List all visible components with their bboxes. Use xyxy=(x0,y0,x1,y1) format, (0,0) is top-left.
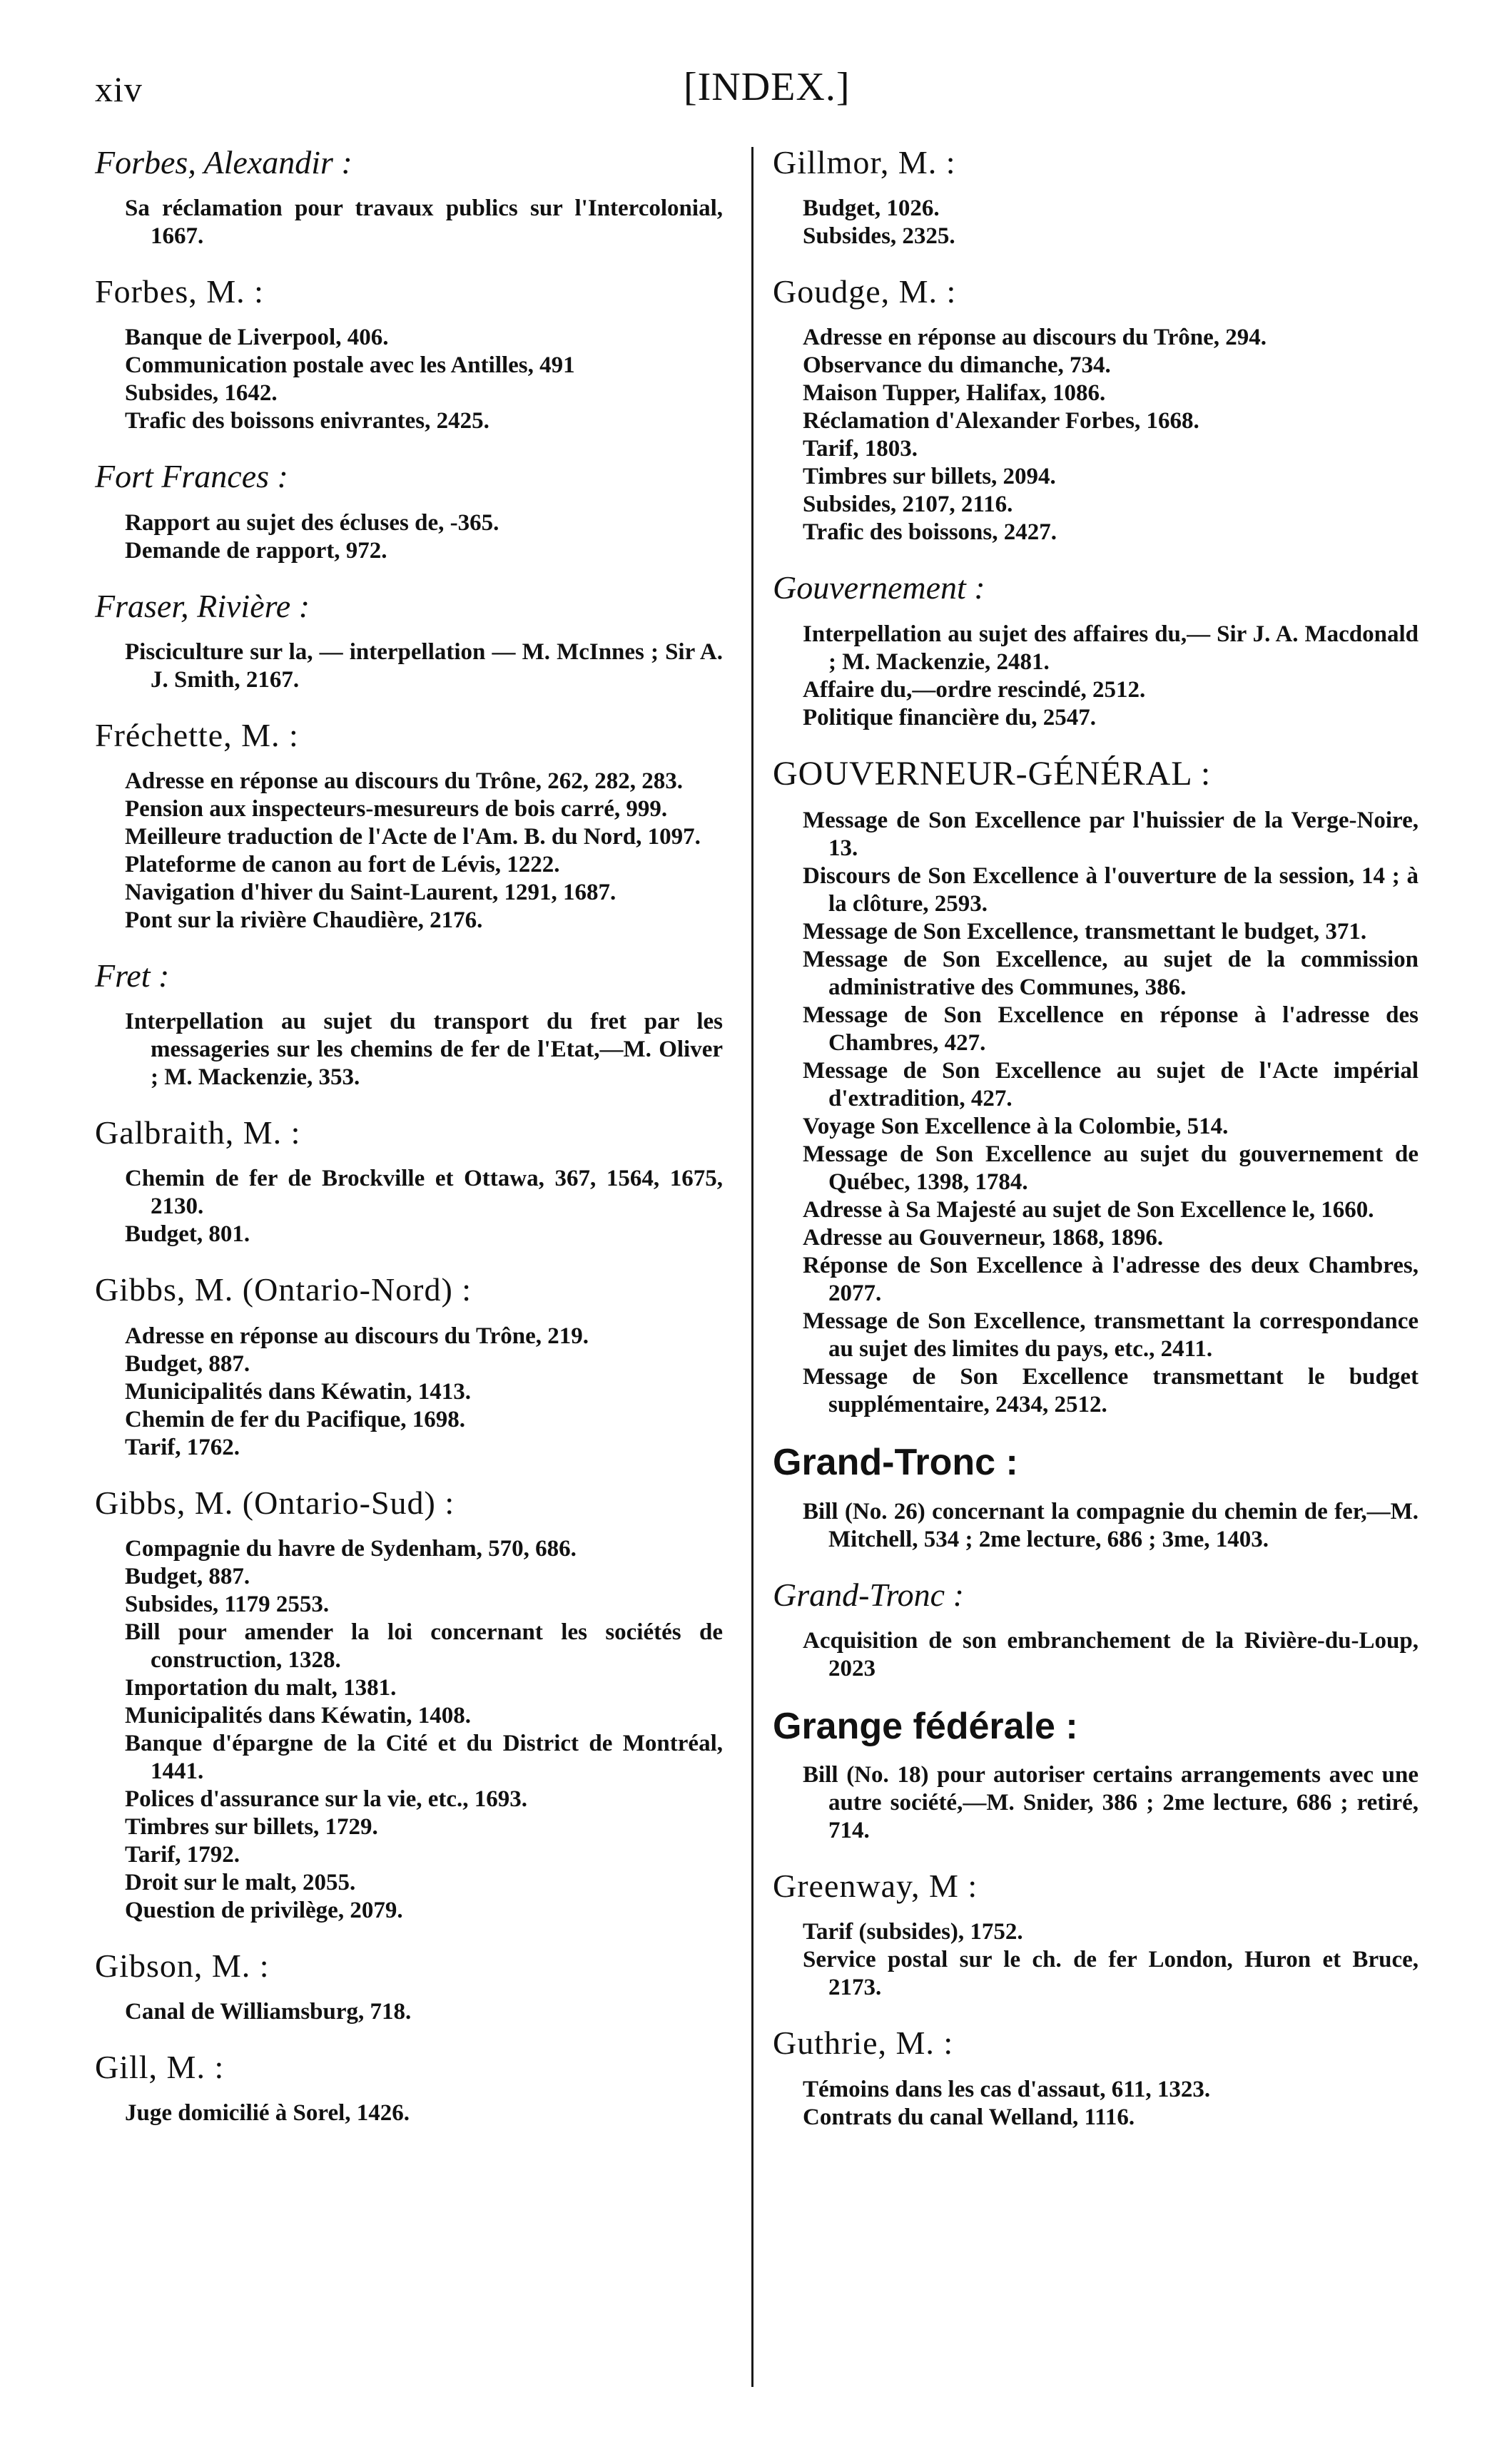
entry-item: Subsides, 2107, 2116. xyxy=(803,492,1013,518)
page-title: [INDEX.] xyxy=(684,65,851,109)
entry-item: Budget, 801. xyxy=(125,1221,250,1248)
entry-items xyxy=(95,1323,723,1462)
entry-item: Message de Son Excellence par l'huissier de la Verge-Noire, 13. xyxy=(803,808,1419,862)
entry-items xyxy=(95,1008,723,1091)
entry-heading: Goudge, M. : xyxy=(773,273,957,310)
entry-item: Municipalités dans Kéwatin, 1408. xyxy=(125,1702,471,1729)
entry-items xyxy=(773,195,1419,250)
entry-heading: Fréchette, M. : xyxy=(95,716,299,753)
index-entry xyxy=(773,1866,1419,2002)
entry-item: Timbres sur billets, 1729. xyxy=(125,1813,378,1840)
entry-item: Chemin de fer de Brockville et Ottawa, 367, 1564, 1675, 2130. xyxy=(125,1166,723,1220)
index-entry xyxy=(95,716,723,935)
entry-item: Banque d'épargne de la Cité et du District de Montréal, 1441. xyxy=(125,1730,723,1784)
entry-items xyxy=(773,1761,1419,1845)
page-number: xiv xyxy=(95,69,143,109)
entry-items xyxy=(95,2099,723,2127)
entry-item: Adresse au Gouverneur, 1868, 1896. xyxy=(803,1225,1164,1251)
entry-item: Bill (No. 18) pour autoriser certains arrangements avec une autre société,—M. Snider, 386 ; 2me lecture, 686 ; retiré, 714. xyxy=(803,1762,1419,1844)
entry-item: Demande de rapport, 972. xyxy=(125,537,387,564)
entry-item: Message de Son Excellence, au sujet de la commission administrative des Communes, 386. xyxy=(803,947,1419,1001)
entry-item: Discours de Son Excellence à l'ouverture de la session, 14 ; à la clôture, 2593. xyxy=(803,863,1419,917)
entry-heading: Fort Frances : xyxy=(95,458,288,495)
entry-item: Droit sur le malt, 2055. xyxy=(125,1869,356,1895)
entry-item: Interpellation au sujet des affaires du,— Sir J. A. Macdonald ; M. Mackenzie, 2481. xyxy=(803,621,1419,675)
right-column xyxy=(773,143,1419,2153)
entry-item: Politique financière du, 2547. xyxy=(803,704,1096,730)
entry-item: Polices d'assurance sur la vie, etc., 1693. xyxy=(125,1786,527,1812)
entry-item: Bill pour amender la loi concernant les sociétés de construction, 1328. xyxy=(125,1619,723,1673)
index-entry xyxy=(773,2023,1419,2131)
entry-item: Subsides, 1179 2553. xyxy=(125,1591,330,1617)
entry-items xyxy=(95,1165,723,1248)
entry-heading: Grange fédérale : xyxy=(773,1705,1078,1747)
index-entry xyxy=(95,272,723,435)
entry-item: Message de Son Excellence en réponse à l'adresse des Chambres, 427. xyxy=(803,1002,1419,1057)
entry-heading: Grand-Tronc : xyxy=(773,1442,1018,1484)
entry-heading: Gill, M. : xyxy=(95,2048,225,2085)
entry-item: Interpellation au sujet du transport du fret par les messageries sur les chemins de fer de l'Etat,—M. Oliver ; M. Mackenzie, 353. xyxy=(125,1009,723,1091)
entry-item: Message de Son Excellence, transmettant la correspondance au sujet des limites du pays, etc., 2411. xyxy=(803,1308,1419,1363)
entry-item: Contrats du canal Welland, 1116. xyxy=(803,2104,1135,2130)
entry-item: Adresse en réponse au discours du Trône, 294. xyxy=(803,325,1267,351)
entry-item: Communication postale avec les Antilles, 491 xyxy=(125,352,575,379)
entry-item: Bill (No. 26) concernant la compagnie du chemin de fer,—M. Mitchell, 534 ; 2me lecture, 686 ; 3me, 1403. xyxy=(803,1498,1419,1552)
entry-heading: Greenway, M : xyxy=(773,1868,978,1905)
index-entry xyxy=(773,1575,1419,1683)
entry-item: Importation du malt, 1381. xyxy=(125,1674,397,1701)
entry-heading: Galbraith, M. : xyxy=(95,1114,301,1151)
entry-item: Message de Son Excellence, transmettant le budget, 371. xyxy=(803,919,1367,945)
entry-heading: Fret : xyxy=(95,957,170,994)
entry-heading: Gillmor, M. : xyxy=(773,144,956,180)
index-entry xyxy=(773,568,1419,731)
index-entry xyxy=(773,272,1419,546)
entry-item: Subsides, 2325. xyxy=(803,223,955,250)
index-entry xyxy=(773,753,1419,1420)
entry-item: Adresse à Sa Majesté au sujet de Son Excellence le, 1660. xyxy=(803,1197,1374,1223)
entry-item: Timbres sur billets, 2094. xyxy=(803,464,1056,490)
entry-item: Tarif, 1792. xyxy=(125,1841,240,1868)
entry-heading: Gibson, M. : xyxy=(95,1947,270,1984)
entry-item: Message de Son Excellence transmettant le budget supplémentaire, 2434, 2512. xyxy=(803,1364,1419,1418)
entry-item: Adresse en réponse au discours du Trône, 219. xyxy=(125,1323,589,1349)
entry-item: Banque de Liverpool, 406. xyxy=(125,325,389,351)
entry-heading: Fraser, Rivière : xyxy=(95,587,310,624)
index-entry xyxy=(95,457,723,564)
entry-item: Plateforme de canon au fort de Lévis, 1222. xyxy=(125,851,560,877)
entry-item: Question de privilège, 2079. xyxy=(125,1897,403,1923)
entry-item: Canal de Williamsburg, 718. xyxy=(125,1998,412,2025)
entry-item: Réponse de Son Excellence à l'adresse des deux Chambres, 2077. xyxy=(803,1253,1419,1307)
entry-item: Municipalités dans Kéwatin, 1413. xyxy=(125,1378,471,1405)
entry-items xyxy=(95,195,723,250)
entry-item: Acquisition de son embranchement de la Rivière-du-Loup, 2023 xyxy=(803,1627,1419,1681)
entry-item: Sa réclamation pour travaux publics sur l'Intercolonial, 1667. xyxy=(125,195,723,250)
entry-items xyxy=(773,1498,1419,1554)
entry-items xyxy=(95,638,723,694)
entry-item: Réclamation d'Alexander Forbes, 1668. xyxy=(803,408,1199,434)
entry-item: Pension aux inspecteurs-mesureurs de bois carré, 999. xyxy=(125,795,668,822)
entry-item: Juge domicilié à Sorel, 1426. xyxy=(125,2100,410,2127)
index-entry xyxy=(773,1704,1419,1845)
entry-item: Compagnie du havre de Sydenham, 570, 686. xyxy=(125,1535,577,1562)
entry-heading: Grand-Tronc : xyxy=(773,1576,964,1613)
entry-items xyxy=(95,1998,723,2026)
entry-item: Voyage Son Excellence à la Colombie, 514. xyxy=(803,1114,1229,1140)
index-entry xyxy=(95,2047,723,2127)
entry-item: Budget, 887. xyxy=(125,1563,250,1589)
index-entry xyxy=(773,1440,1419,1553)
entry-heading: Guthrie, M. : xyxy=(773,2025,954,2062)
entry-heading: Gibbs, M. (Ontario-Sud) : xyxy=(95,1484,455,1521)
entry-item: Navigation d'hiver du Saint-Laurent, 1291, 1687. xyxy=(125,879,616,905)
index-entry xyxy=(95,143,723,250)
entry-items xyxy=(773,807,1419,1419)
entry-item: Chemin de fer du Pacifique, 1698. xyxy=(125,1406,465,1432)
entry-item: Pisciculture sur la, — interpellation — M. McInnes ; Sir A. J. Smith, 2167. xyxy=(125,638,723,693)
entry-items xyxy=(773,621,1419,732)
entry-items xyxy=(773,1918,1419,2002)
index-entry xyxy=(773,143,1419,250)
entry-item: Tarif, 1762. xyxy=(125,1434,240,1460)
entry-items xyxy=(95,768,723,935)
entry-item: Tarif (subsides), 1752. xyxy=(803,1919,1023,1945)
entry-items xyxy=(95,1535,723,1925)
entry-items xyxy=(95,324,723,435)
entry-item: Rapport au sujet des écluses de, -365. xyxy=(125,509,499,536)
index-entry xyxy=(95,956,723,1091)
entry-item: Observance du dimanche, 734. xyxy=(803,352,1111,379)
entry-item: Trafic des boissons enivrantes, 2425. xyxy=(125,408,489,434)
column-divider xyxy=(751,147,753,2387)
entry-item: Tarif, 1803. xyxy=(803,436,918,462)
entry-heading: Gibbs, M. (Ontario-Nord) : xyxy=(95,1271,472,1308)
index-entry xyxy=(95,1113,723,1248)
index-entry xyxy=(95,1946,723,2026)
entry-items xyxy=(773,2076,1419,2132)
entry-heading: Gouvernement : xyxy=(773,569,985,606)
entry-item: Témoins dans les cas d'assaut, 611, 1323. xyxy=(803,2076,1211,2102)
entry-item: Message de Son Excellence au sujet du gouvernement de Québec, 1398, 1784. xyxy=(803,1141,1419,1196)
entry-heading: Forbes, M. : xyxy=(95,273,264,310)
entry-item: Meilleure traduction de l'Acte de l'Am. B. du Nord, 1097. xyxy=(125,823,701,850)
entry-item: Adresse en réponse au discours du Trône, 262, 282, 283. xyxy=(125,768,683,794)
left-column xyxy=(95,143,723,2149)
entry-item: Trafic des boissons, 2427. xyxy=(803,519,1057,546)
entry-items xyxy=(95,509,723,565)
entry-item: Pont sur la rivière Chaudière, 2176. xyxy=(125,907,483,933)
index-entry xyxy=(95,586,723,694)
entry-items xyxy=(773,324,1419,546)
entry-item: Maison Tupper, Halifax, 1086. xyxy=(803,380,1106,407)
entry-item: Service postal sur le ch. de fer London, Huron et Bruce, 2173. xyxy=(803,1947,1419,2001)
entry-items xyxy=(773,1627,1419,1683)
entry-item: Budget, 1026. xyxy=(803,195,940,222)
entry-item: Budget, 887. xyxy=(125,1350,250,1377)
entry-heading: GOUVERNEUR-GÉNÉRAL : xyxy=(773,754,1212,793)
index-entry xyxy=(95,1483,723,1925)
entry-item: Affaire du,—ordre rescindé, 2512. xyxy=(803,676,1146,703)
entry-item: Message de Son Excellence au sujet de l'Acte impérial d'extradition, 427. xyxy=(803,1058,1419,1112)
index-entry xyxy=(95,1270,723,1461)
entry-heading: Forbes, Alexandir : xyxy=(95,144,352,180)
entry-item: Subsides, 1642. xyxy=(125,380,278,407)
